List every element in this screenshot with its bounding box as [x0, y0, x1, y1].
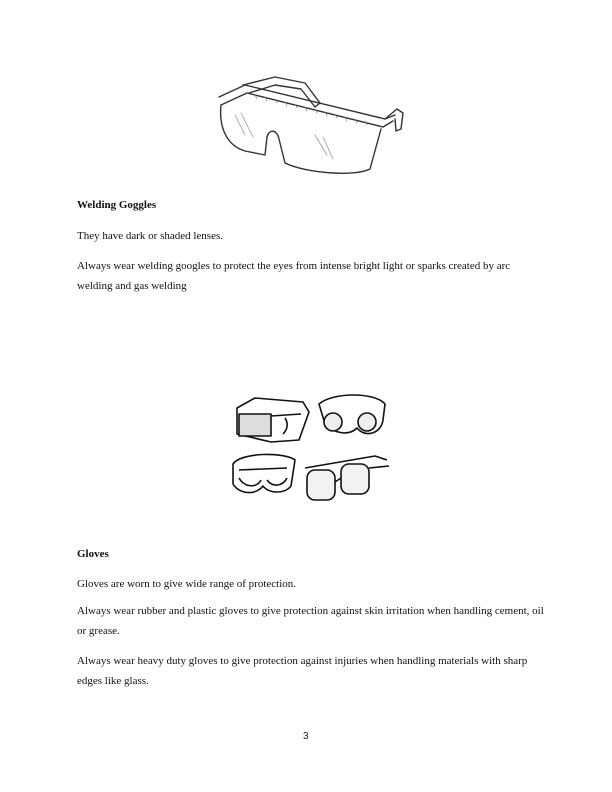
page-number: 3	[303, 731, 309, 742]
paragraph: Always wear rubber and plastic gloves to give protection against skin irritation when handling cement, oil or grease.	[77, 605, 544, 637]
section-heading-welding-goggles: Welding Goggles	[77, 199, 157, 211]
paragraph: Gloves are worn to give wide range of protection.	[77, 578, 297, 590]
safety-glasses-illustration	[205, 55, 415, 185]
section-heading-gloves: Gloves	[77, 548, 109, 560]
paragraph: Always wear heavy duty gloves to give protection against injuries when handling materials with sharp edges like glass.	[77, 655, 528, 687]
welding-goggles-illustration	[225, 390, 395, 510]
paragraph: Always wear welding googles to protect the eyes from intense bright light or sparks created by arc welding and gas welding	[77, 260, 511, 292]
paragraph: They have dark or shaded lenses.	[77, 230, 224, 242]
